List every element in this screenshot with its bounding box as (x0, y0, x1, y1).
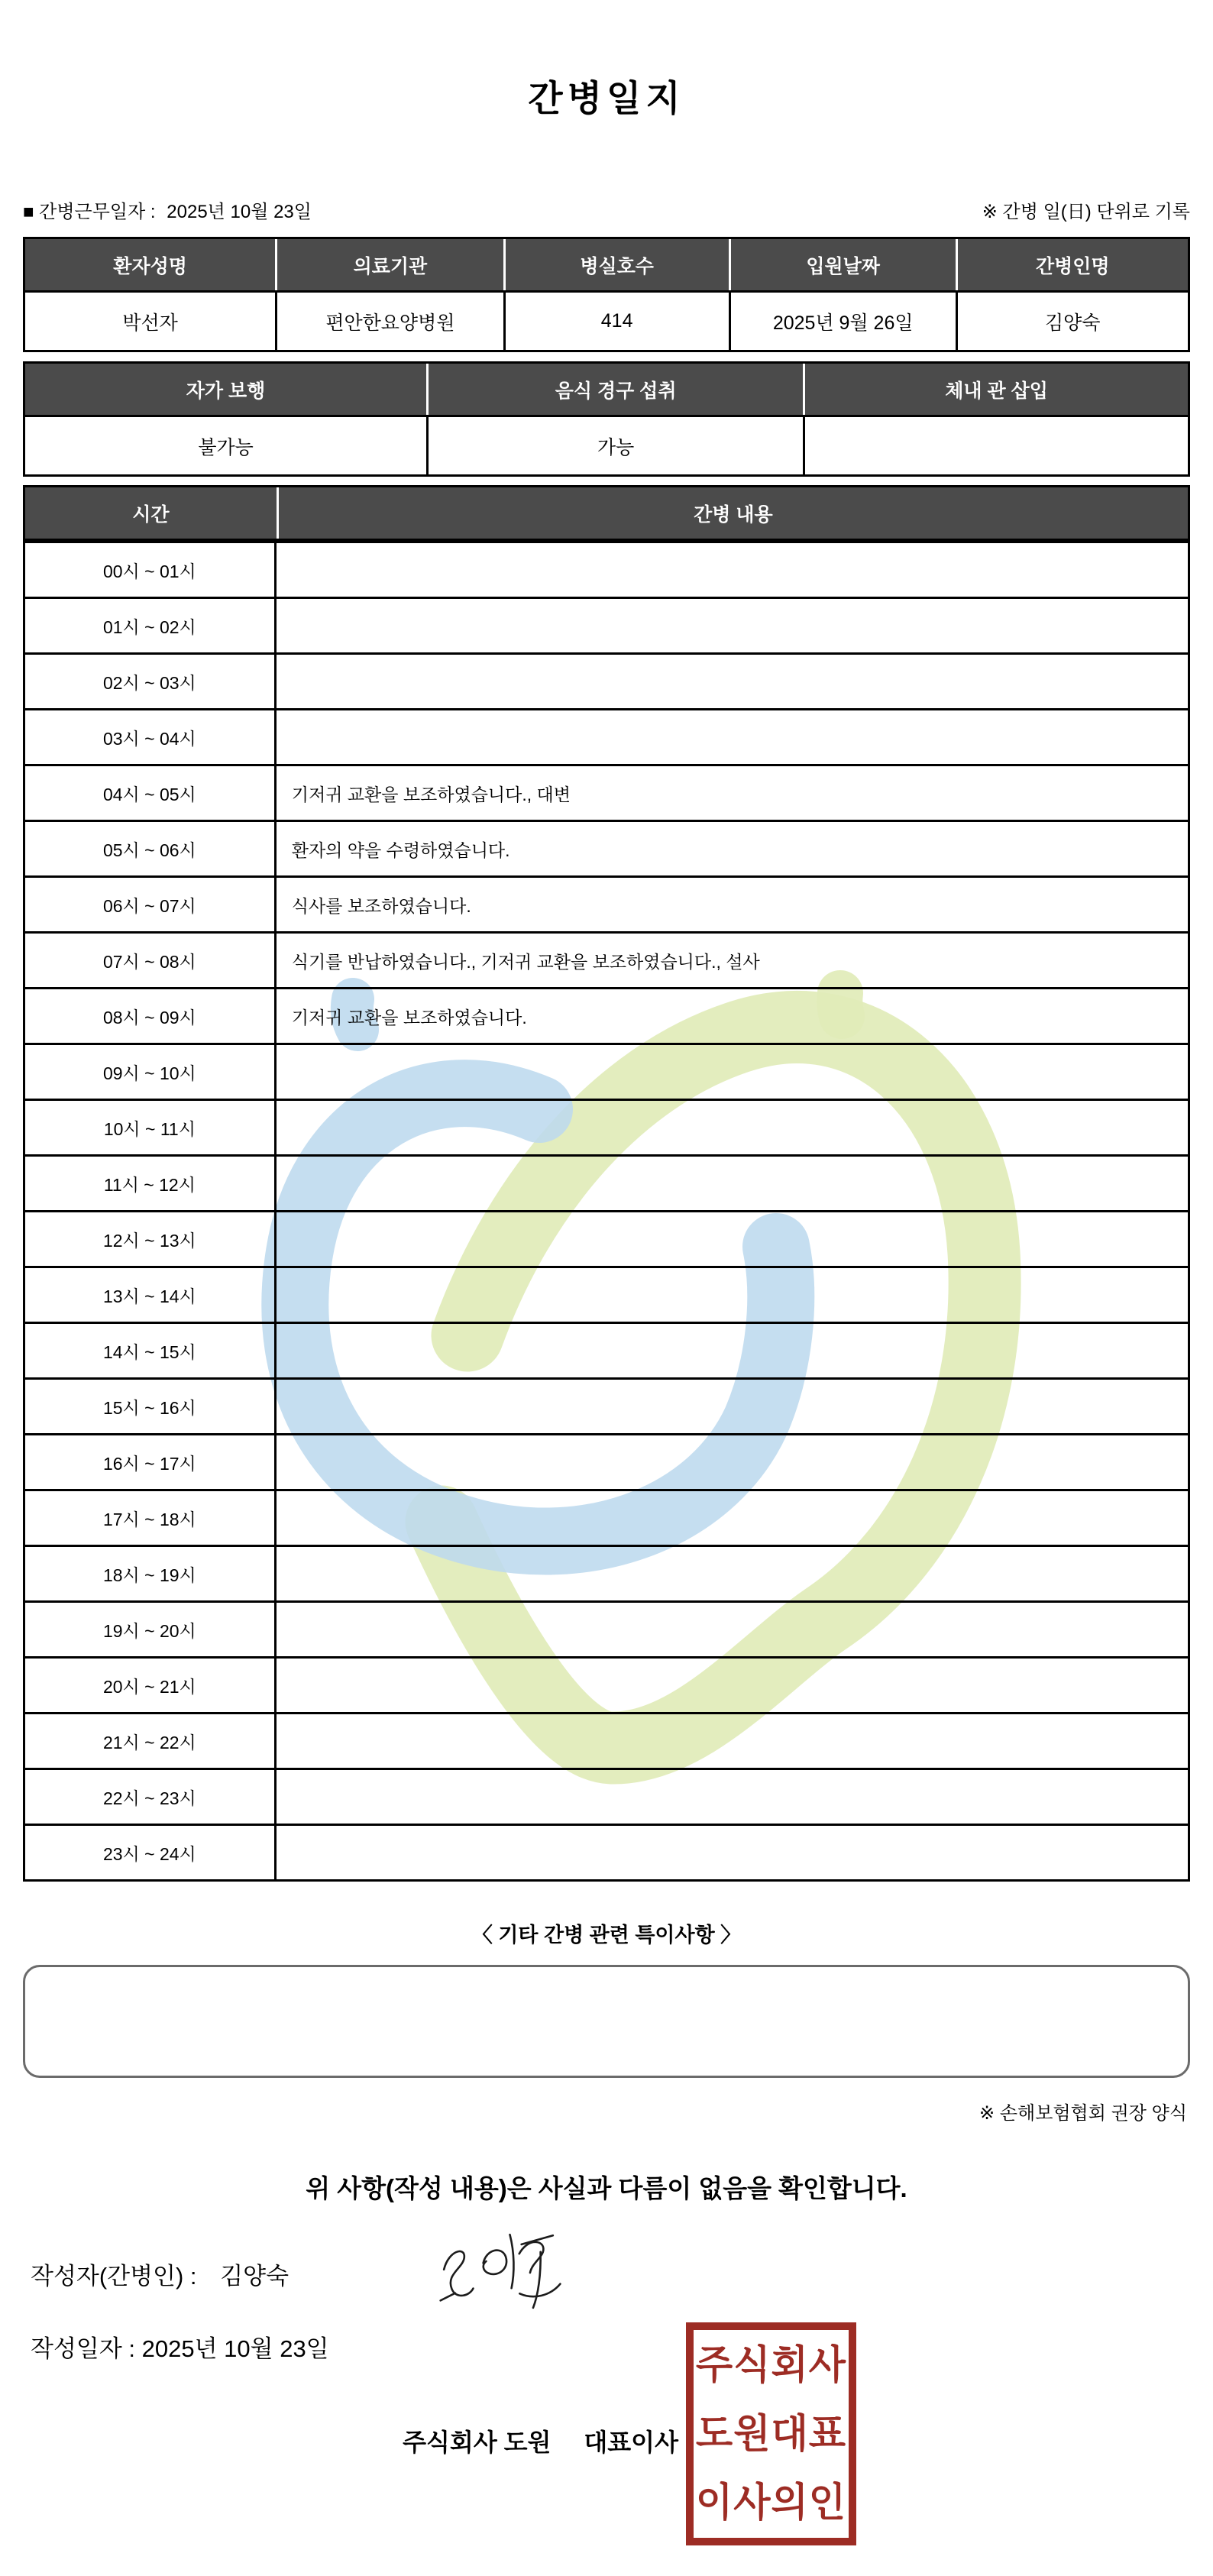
medical-institution-value: 편안한요양병원 (275, 293, 503, 350)
corporate-seal-stamp (686, 2322, 856, 2545)
care-content-cell (277, 1380, 1188, 1433)
care-content-cell: 기저귀 교환을 보조하였습니다., 대변 (291, 784, 571, 804)
time-cell: 18시 ~ 19시 (25, 1547, 277, 1600)
written-date-value: 2025년 10월 23일 (141, 2335, 329, 2362)
care-log-row (25, 1433, 1188, 1489)
care-content-cell (277, 1324, 1188, 1377)
care-content-cell (277, 1435, 1188, 1489)
seal-text-line: 도원대표 (695, 2411, 847, 2457)
care-content-cell (277, 1268, 1188, 1322)
care-log-row (25, 1489, 1188, 1545)
care-log-row (25, 1099, 1188, 1154)
time-cell: 07시 ~ 08시 (25, 934, 277, 987)
patient-name-value: 박선자 (122, 312, 178, 334)
extra-notes-title: 〈 기타 간병 관련 특이사항 〉 (471, 1924, 742, 1947)
care-log-row (25, 1712, 1188, 1768)
care-log-row (25, 1600, 1188, 1656)
time-cell: 19시 ~ 20시 (25, 1603, 277, 1656)
unit-note: ※ 간병 일(日) 단위로 기록 (982, 202, 1190, 222)
time-cell: 13시 ~ 14시 (25, 1268, 277, 1322)
care-content-cell (277, 710, 1188, 764)
extra-notes-box (23, 1965, 1190, 2078)
work-date-label: ■ 간병근무일자 : (23, 202, 156, 222)
patient-info-table (23, 237, 1190, 352)
time-cell: 02시 ~ 03시 (25, 655, 277, 708)
written-date-label: 작성일자 : (31, 2335, 136, 2362)
confirmation-statement: 위 사항(작성 내용)은 사실과 다름이 없음을 확인합니다. (306, 2174, 907, 2202)
care-log-row (25, 987, 1188, 1043)
care-log-row (25, 1768, 1188, 1824)
oral-intake-value: 가능 (426, 417, 803, 474)
writer-label: 작성자(간병인) : (31, 2263, 197, 2290)
care-content-cell: 식기를 반납하였습니다., 기저귀 교환을 보조하였습니다., 설사 (291, 951, 760, 972)
time-cell: 20시 ~ 21시 (25, 1659, 277, 1712)
time-cell: 09시 ~ 10시 (25, 1045, 277, 1099)
seal-text-line: 주식회사 (695, 2342, 847, 2388)
admission-date-value: 2025년 9월 26일 (729, 293, 956, 350)
page-title: 간병일지 (528, 78, 685, 118)
condition-table (23, 361, 1190, 477)
recommended-form-note: ※ 손해보험협회 권장 양식 (979, 2103, 1187, 2124)
care-content-cell (277, 1770, 1188, 1824)
col-header-caregiver-name: 간병인명 (956, 239, 1188, 290)
care-content-cell (277, 1212, 1188, 1266)
care-log-row (25, 597, 1188, 652)
care-content-cell (277, 1714, 1188, 1768)
seal-text-line: 이사의인 (695, 2480, 847, 2526)
internal-tube-value (803, 417, 1188, 474)
care-log-row (25, 1043, 1188, 1099)
work-date-line (23, 196, 318, 223)
time-cell: 21시 ~ 22시 (25, 1714, 277, 1768)
care-content-cell: 식사를 보조하였습니다. (291, 895, 471, 916)
care-content-cell (277, 599, 1188, 652)
handwritten-signature (428, 2225, 581, 2324)
time-cell: 16시 ~ 17시 (25, 1435, 277, 1489)
care-log-row (25, 820, 1188, 875)
care-log-header-row (25, 487, 1188, 541)
care-log-row (25, 1656, 1188, 1712)
care-log-row (25, 875, 1188, 931)
time-cell: 04시 ~ 05시 (25, 766, 277, 820)
time-cell: 14시 ~ 15시 (25, 1324, 277, 1377)
written-date-line (31, 2329, 1213, 2364)
condition-value-row (25, 417, 1188, 474)
care-log-row (25, 1154, 1188, 1210)
col-header-room-number: 병실호수 (503, 239, 729, 290)
care-log-row (25, 764, 1188, 820)
time-cell: 10시 ~ 11시 (25, 1101, 277, 1154)
meta-row (23, 196, 1190, 223)
care-content-cell (277, 1157, 1188, 1210)
time-cell: 03시 ~ 04시 (25, 710, 277, 764)
col-header-admission-date: 입원날짜 (729, 239, 956, 290)
care-log-row (25, 1210, 1188, 1266)
time-cell: 11시 ~ 12시 (25, 1157, 277, 1210)
care-log-row (25, 1322, 1188, 1377)
writer-line (31, 2257, 1213, 2291)
time-cell: 08시 ~ 09시 (25, 989, 277, 1043)
care-content-cell (277, 1045, 1188, 1099)
time-cell: 17시 ~ 18시 (25, 1491, 277, 1545)
caregiver-name-value: 김양숙 (956, 293, 1188, 350)
care-content-cell (277, 1659, 1188, 1712)
care-content-cell: 기저귀 교환을 보조하였습니다. (291, 1007, 527, 1027)
ceo-title: 대표이사 (584, 2429, 678, 2456)
self-walking-value: 불가능 (198, 436, 254, 458)
col-header-patient-name: 환자성명 (25, 239, 275, 290)
care-log-row (25, 652, 1188, 708)
time-cell: 05시 ~ 06시 (25, 822, 277, 875)
room-number-value: 414 (503, 293, 729, 350)
col-header-self-walking: 자가 보행 (25, 364, 426, 415)
col-header-oral-intake: 음식 경구 섭취 (426, 364, 803, 415)
care-log-table (23, 485, 1190, 1882)
care-log-row (25, 1266, 1188, 1322)
care-log-row (25, 708, 1188, 764)
care-content-cell (277, 1101, 1188, 1154)
time-cell: 01시 ~ 02시 (25, 599, 277, 652)
col-header-medical-institution: 의료기관 (275, 239, 503, 290)
time-cell: 06시 ~ 07시 (25, 878, 277, 931)
care-log-row (25, 1377, 1188, 1433)
care-log-row (25, 931, 1188, 987)
time-cell: 23시 ~ 24시 (25, 1826, 277, 1879)
time-cell: 12시 ~ 13시 (25, 1212, 277, 1266)
patient-info-value-row (25, 293, 1188, 350)
company-line (0, 2423, 678, 2458)
care-content-cell (277, 1826, 1188, 1879)
care-content-cell (277, 655, 1188, 708)
col-header-time: 시간 (25, 487, 277, 539)
care-log-row (25, 1545, 1188, 1600)
care-log-row (25, 541, 1188, 597)
time-cell: 22시 ~ 23시 (25, 1770, 277, 1824)
time-cell: 15시 ~ 16시 (25, 1380, 277, 1433)
writer-name: 김양숙 (220, 2263, 290, 2290)
work-date-value: 2025년 10월 23일 (167, 202, 312, 222)
care-content-cell: 환자의 약을 수령하였습니다. (291, 840, 510, 860)
col-header-internal-tube: 체내 관 삽입 (803, 364, 1188, 415)
care-content-cell (277, 1547, 1188, 1600)
col-header-care-content: 간병 내용 (277, 487, 1188, 539)
patient-info-header-row (25, 239, 1188, 293)
condition-header-row (25, 364, 1188, 417)
care-log-row (25, 1824, 1188, 1879)
time-cell: 00시 ~ 01시 (25, 543, 277, 597)
company-name: 주식회사 도원 (403, 2429, 552, 2456)
care-content-cell (277, 543, 1188, 597)
care-content-cell (277, 1491, 1188, 1545)
care-content-cell (277, 1603, 1188, 1656)
